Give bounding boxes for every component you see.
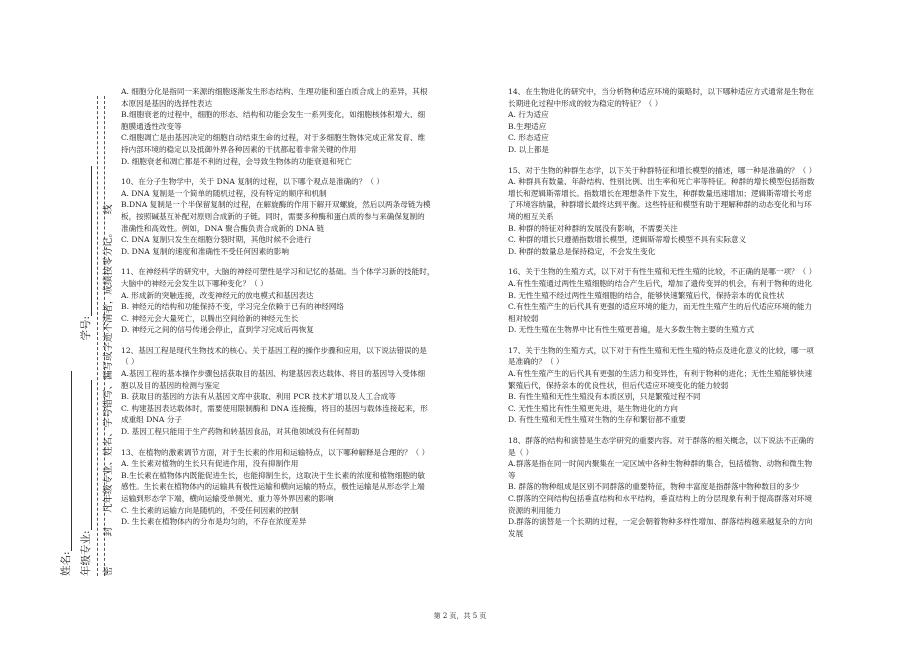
question-line: 等: [508, 470, 516, 480]
question-line: 11、在神经科学的研究中，大脑的神经可塑性是学习和记忆的基础。当个体学习新的技能时，: [121, 267, 435, 277]
question-line: 14、在生物进化的研究中，当分析物种适应环境的策略时，以下哪种适应方式通常是生物在: [508, 87, 814, 96]
option-line: D. 种群的数量总是保持稳定，不会发生变化: [508, 246, 656, 256]
option-line: D. 有性生殖和无性生殖对生物的生存和繁衍都不重要: [508, 415, 686, 425]
option-line: A.有性生殖产生的后代具有更强的生活力和变异性，有利于物种的进化；无性生殖能够快速: [508, 369, 813, 379]
question-line: 增长和逻辑斯蒂增长。指数增长在理想条件下发生，种群数量迅速增加；逻辑斯蒂增长考虑: [508, 188, 812, 198]
question-line: 持内部环境的稳定以及抵御外界各种因素的干扰都起着非常关键的作用: [121, 144, 357, 154]
question-line: 成重组 DNA 分子: [121, 415, 183, 425]
option-line: C. 神经元会大量死亡，以腾出空间给新的神经元生长: [121, 313, 299, 323]
question-line: 相对较弱: [508, 313, 539, 323]
question-line: 大脑中的神经元会发生以下哪种变化？（ ）: [121, 278, 268, 288]
name-blank[interactable]: [60, 371, 72, 551]
option-line: B. 获取目的基因的方法有从基因文库中获取、利用 PCR 技术扩增以及人工合成等: [121, 392, 396, 402]
question-line: 资源的利用能力: [508, 505, 562, 515]
question-q11: [121, 266, 463, 336]
question-q14: [508, 86, 826, 156]
option-line: B.生理适应: [508, 121, 547, 131]
option-line: A.有性生殖通过两性生殖细胞的结合产生后代，增加了遗传变异的机会，有利于物种的进化: [508, 278, 813, 288]
question-line: 18、群落的结构和演替是生态学研究的重要内容。对于群落的相关概念，以下说法不正确的: [508, 436, 814, 446]
option-line: D. 生长素在植物体内的分布是均匀的，不存在浓度差异: [121, 517, 307, 527]
option-line: D. 无性生殖在生物界中比有性生殖更普遍，是大多数生物主要的生殖方式: [508, 325, 755, 335]
option-line: C. 生长素的运输方向是随机的，不受任何因素的控制: [121, 505, 299, 515]
option-line: A.基因工程的基本操作步骤包括获取目的基因、构建基因表达载体、将目的基因导入受体细: [121, 369, 426, 379]
question-line: 运输到形态学下端，横向运输受单侧光、重力等外界因素的影响: [121, 494, 334, 503]
seal-mi: 密: [103, 566, 114, 576]
question-line: 发展: [508, 528, 524, 538]
option-line: C.群落的空间结构包括垂直结构和水平结构，垂直结构上的分层现象有利于提高群落对环境: [508, 494, 813, 503]
option-line: A. DNA 复制是一个简单的随机过程，没有特定的顺序和机制: [121, 188, 327, 198]
seal-xian: 线: [103, 204, 114, 214]
option-line: C.有性生殖产生的后代具有更强的适应环境的能力，而无性生殖产生的后代适应环境的能力: [508, 302, 813, 312]
option-line: B. 有性生殖和无性生殖没有本质区别，只是繁殖过程不同: [508, 392, 701, 402]
seal-feng: 封: [103, 526, 114, 537]
question-q9_options: [121, 86, 463, 167]
right-column: [508, 86, 826, 548]
question-q13: [121, 447, 463, 528]
margin-name-line: [59, 96, 73, 576]
left-column: [121, 86, 463, 537]
name-label: 姓名:: [60, 551, 72, 576]
question-line: 境的相互关系: [508, 211, 554, 221]
question-line: 10、在分子生物学中，关于 DNA 复制的过程，以下哪个观点是准确的？（ ）: [121, 177, 384, 187]
question-line: 准确性和高效性。例如，DNA 聚合酶负责合成新的 DNA 链: [121, 223, 325, 233]
page-footer: 第 2 页，共 5 页: [433, 612, 487, 620]
question-line: 13、在植物的激素调节方面，对于生长素的作用和运输特点，以下哪种解释是合理的？（ ）: [121, 447, 430, 457]
option-line: B. 群落的物种组成是区别不同群落的重要特征，物种丰富度是指群落中物种数目的多少: [508, 482, 800, 492]
option-line: B.DNA 复制是一个半保留复制的过程，在解旋酶的作用下解开双螺旋，然后以两条母链为模: [121, 200, 431, 210]
option-line: D.群落的演替是一个长期的过程，一定会朝着物种多样性增加、群落结构越来越复杂的方向: [508, 517, 813, 527]
question-line: 15、对于生物的种群生态学，以下关于种群特征和增长模型的描述，哪一种是准确的？（ ）: [508, 165, 817, 175]
option-line: B.生长素在植物体内既能促进生长，也能抑制生长，这取决于生长素的浓度和植物细胞的敏: [121, 470, 426, 480]
margin-info-line: [79, 96, 93, 576]
question-line: 是（ ）: [508, 447, 534, 457]
option-line: A.群落是指在同一时间内聚集在一定区域中各种生物种群的集合，包括植物、动物和微生物: [508, 459, 813, 469]
option-line: D. 神经元之间的信号传递会停止，直到学习完成后再恢复: [121, 325, 314, 335]
question-q15: [508, 165, 826, 258]
option-line: D. 细胞衰老和凋亡都是不利的过程，会导致生物体的功能衰退和死亡: [121, 156, 352, 166]
question-line: 长期进化过程中形成的较为稳定的特征？（ ）: [508, 98, 663, 108]
binding-dashed-line: [97, 96, 98, 576]
question-line: 胞以及目的基因的检测与鉴定: [121, 380, 220, 390]
question-line: 感性。生长素在植物体内的运输具有极性运输和横向运输的特点，极性运输是从形态学上端: [121, 482, 425, 492]
student-number-label: 学号:: [80, 315, 92, 341]
option-line: B. 无性生殖不经过两性生殖细胞的结合，能够快速繁殖后代，保持亲本的优良性状: [508, 290, 785, 300]
margin-notice-line: [102, 96, 116, 576]
question-line: 是准确的？（ ）: [508, 357, 564, 367]
question-line: 胞膜通透性改变等: [121, 121, 182, 131]
question-line: 繁殖后代，保持亲本的优良性状，但后代适应环境变化的能力较弱: [508, 380, 729, 390]
option-line: C. 种群的增长只遵循指数增长模型，逻辑斯蒂增长模型不具有实际意义: [508, 235, 747, 245]
option-line: C.细胞凋亡是由基因决定的细胞自动结束生命的过程，对于多细胞生物体完成正常发育、维: [121, 133, 426, 143]
option-line: A. 形成新的突触连接，改变神经元的放电模式和基因表达: [121, 290, 314, 300]
question-line: 12、基因工程是现代生物技术的核心。关于基因工程的操作步骤和应用，以下说法错误的是: [121, 345, 427, 355]
question-q16: [508, 266, 826, 336]
question-q18: [508, 435, 826, 539]
question-line: 本原因是基因的选择性表达: [121, 98, 213, 108]
option-line: D. 以上都是: [508, 144, 550, 154]
question-line: 板，按照碱基互补配对原则合成新的子链。同时，需要多种酶和蛋白质的参与来确保复制的: [121, 211, 425, 221]
option-line: C. 构建基因表达载体时，需要使用限制酶和 DNA 连接酶，将目的基因与载体连接起来，形: [121, 403, 428, 413]
year-major-blank[interactable]: [80, 380, 92, 530]
option-line: C. 形态适应: [508, 133, 549, 143]
question-line: 17、关于生物的生殖方式，以下对于有性生殖和无性生殖的特点及进化意义的比较，哪一项: [508, 345, 814, 355]
option-line: B. 神经元的结构和功能保持不变，学习完全依赖于已有的神经网络: [121, 302, 345, 312]
question-line: （ ）: [121, 357, 139, 367]
option-line: A. 生长素对植物的生长只有促进作用，没有抑制作用: [121, 459, 299, 469]
option-line: A. 细胞分化是指同一来源的细胞逐渐发生形态结构、生理功能和蛋白质合成上的差异，其根: [121, 87, 428, 96]
option-line: C. DNA 复制只发生在细胞分裂时期，其他时候不会进行: [121, 235, 312, 245]
question-line: 16、关于生物的生殖方式，以下对于有性生殖和无性生殖的比较，不正确的是哪一项？（ ）: [508, 267, 817, 277]
option-line: A. 行为适应: [508, 110, 549, 120]
question-q12: [121, 345, 463, 438]
question-q17: [508, 345, 826, 426]
student-number-blank[interactable]: [80, 166, 92, 316]
margin-notice: 凡年级专业、姓名、学号错写、漏写或字迹不清者，成绩按零分记。: [103, 227, 114, 513]
option-line: B.细胞衰老的过程中，细胞的形态、结构和功能会发生一系列变化，如细胞核体积增大、细: [121, 110, 426, 120]
question-line: 了环境容纳量，种群增长最终达到平衡。这些特征和模型有助于理解种群的动态变化和与环: [508, 200, 812, 210]
option-line: D. DNA 复制的速度和准确性不受任何因素的影响: [121, 246, 289, 256]
option-line: D. 基因工程只能用于生产药物和转基因食品，对其他领域没有任何帮助: [121, 427, 360, 437]
option-line: A. 种群具有数量、年龄结构、性别比例、出生率和死亡率等特征。种群的增长模型包括指数: [508, 177, 815, 187]
year-major-label: 年级专业:: [80, 530, 92, 576]
option-line: C. 无性生殖比有性生殖更先进，是生物进化的方向: [508, 403, 678, 413]
option-line: B. 种群的特征对种群的发展没有影响，不需要关注: [508, 223, 678, 233]
binding-margin: [0, 0, 112, 651]
question-q10: [121, 176, 463, 257]
